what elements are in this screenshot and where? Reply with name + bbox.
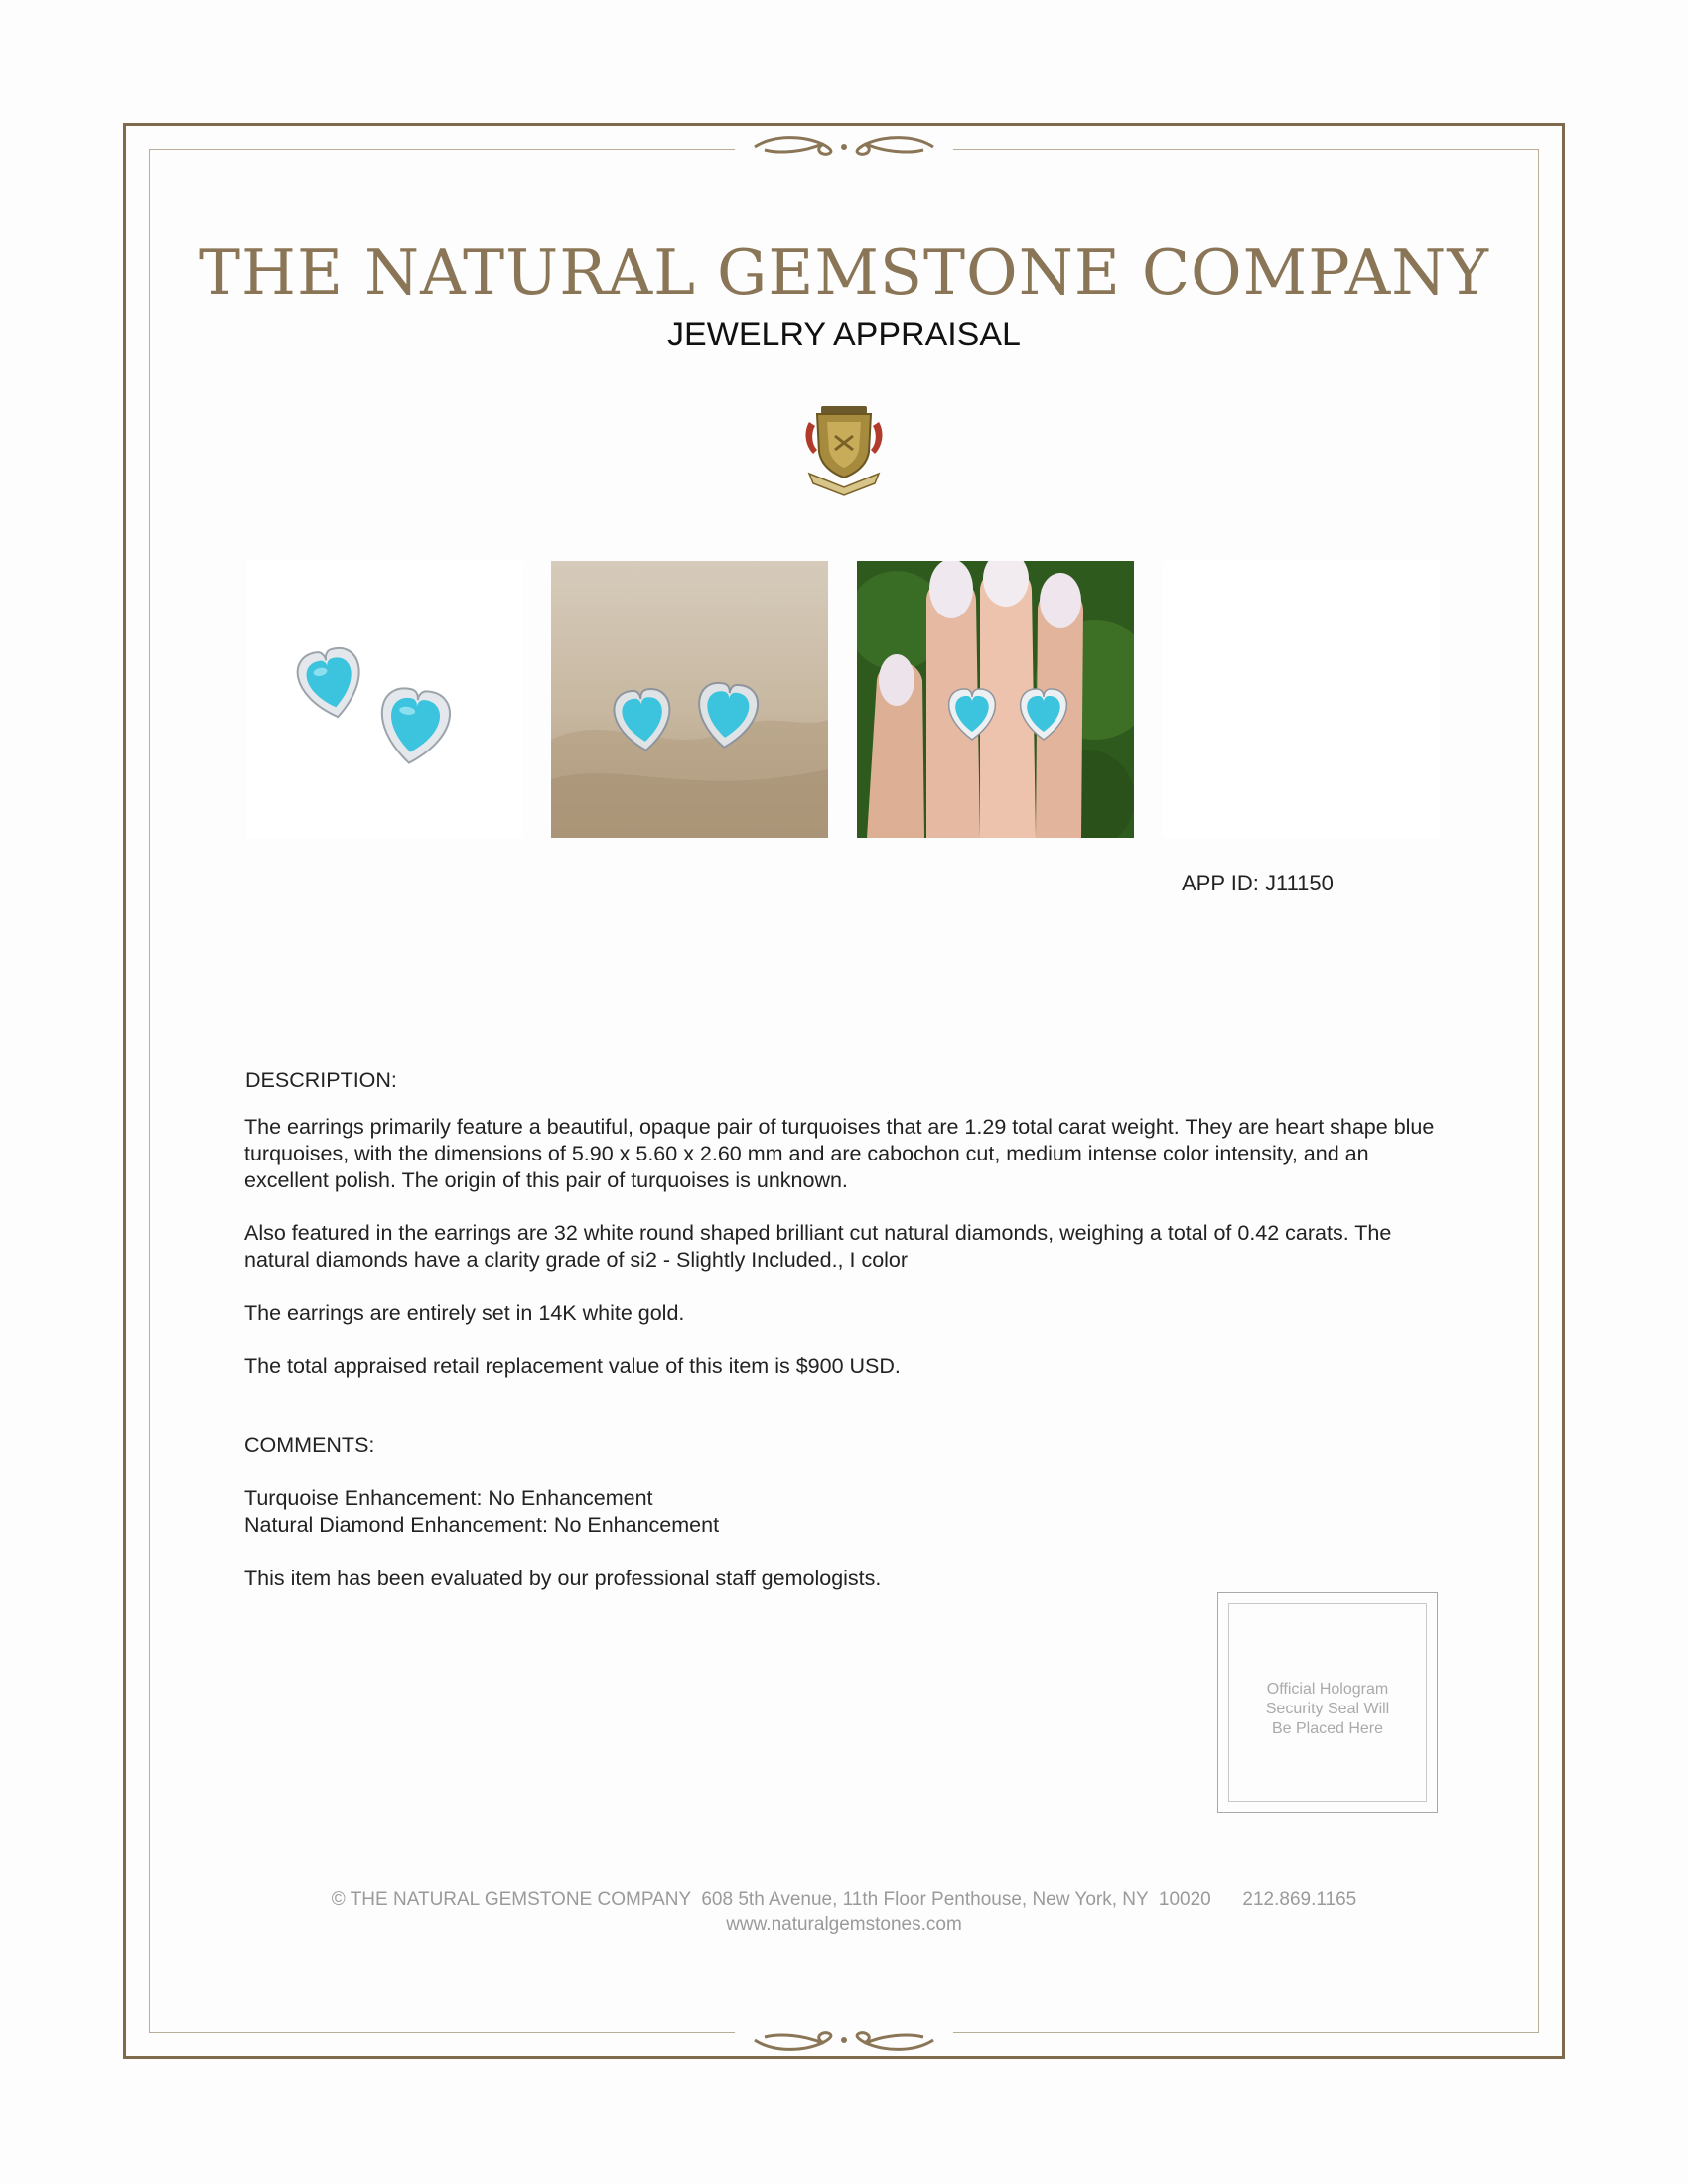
description-paragraph-turquoise <box>244 1114 1456 1194</box>
comment-diamond-enhancement: Natural Diamond Enhancement: No Enhancement <box>244 1513 720 1537</box>
company-crest-logo <box>799 402 889 496</box>
description-heading: DESCRIPTION: <box>245 1068 397 1092</box>
paragraph-text: Also featured in the earrings are 32 white round shaped brilliant cut natural diamonds, weighing a total of 0.42 carats. The natural diamonds have a clarity grade of si2 - Slightly Included., I color <box>244 1221 1392 1272</box>
empty-photo-slot <box>1163 561 1440 838</box>
hologram-seal-placeholder <box>1217 1592 1438 1813</box>
paragraph-text: The earrings primarily feature a beautiful, opaque pair of turquoises that are 1.29 total carat weight. They are heart shape blue turquoises, with the dimensions of 5.90 x 5.60 x 2.60 mm and are cabochon cut, medium intense color intensity, and an excellent polish. The origin of this pair of turquoises is unknown. <box>244 1115 1435 1192</box>
top-flourish-ornament <box>735 132 953 162</box>
description-paragraph-value <box>244 1353 1456 1380</box>
evaluation-statement: This item has been evaluated by our professional staff gemologists. <box>244 1567 882 1590</box>
seal-text-line: Official Hologram <box>1266 1681 1389 1698</box>
seal-text-line: Security Seal Will <box>1265 1701 1390 1717</box>
seal-text <box>1229 1680 1426 1739</box>
company-name: THE NATURAL GEMSTONE COMPANY <box>198 236 1490 309</box>
product-photo-white-background <box>246 561 523 838</box>
seal-text-line: Be Placed Here <box>1271 1720 1384 1737</box>
paragraph-text: The earrings are entirely set in 14K white gold. <box>244 1301 685 1325</box>
comment-turquoise-enhancement: Turquoise Enhancement: No Enhancement <box>244 1486 653 1510</box>
seal-inner-border <box>1228 1603 1427 1802</box>
bottom-flourish-ornament <box>735 2025 953 2055</box>
footer-address: © THE NATURAL GEMSTONE COMPANY 608 5th Avenue, 11th Floor Penthouse, New York, NY 10020 212.869.1165 <box>331 1889 1357 1910</box>
footer-website-link[interactable]: www.naturalgemstones.com <box>726 1914 962 1935</box>
appraisal-id: APP ID: J11150 <box>1182 871 1334 895</box>
comments-heading: COMMENTS: <box>244 1433 375 1457</box>
description-paragraph-metal <box>244 1300 1456 1327</box>
product-photo-on-fabric <box>551 561 828 838</box>
document-title: JEWELRY APPRAISAL <box>667 316 1021 353</box>
product-photo-on-hand <box>857 561 1134 838</box>
paragraph-text: The total appraised retail replacement value of this item is $900 USD. <box>244 1354 901 1378</box>
description-paragraph-diamonds <box>244 1220 1456 1274</box>
